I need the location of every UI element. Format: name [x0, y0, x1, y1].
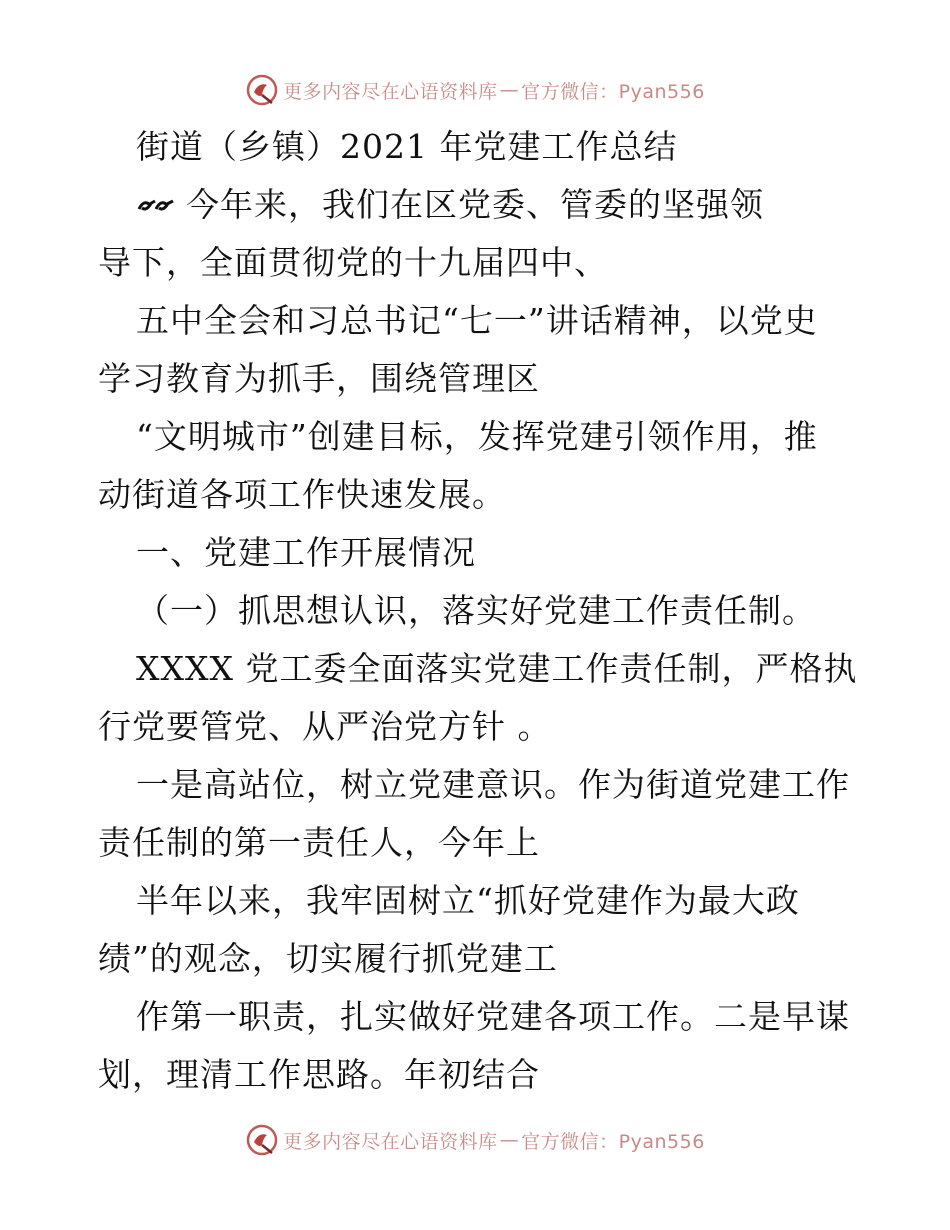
watermark-separator: —	[499, 79, 520, 101]
document-body	[98, 118, 858, 1104]
subsection-heading: （一）抓思想认识，落实好党建工作责任制。	[136, 591, 816, 630]
paragraph-line: 作第一职责，扎实做好党建各项工作。二是早谋	[136, 997, 850, 1036]
paragraph-line: “文明城市”创建目标，发挥党建引领作用，推	[136, 417, 818, 456]
watermark-text: 更多内容尽在心语资料库	[283, 80, 498, 103]
paragraph-line: 五中全会和习总书记“七一”讲话精神，以党史	[136, 301, 818, 340]
paragraph-line: XXXX 党工委全面落实党建工作责任制，严格执	[136, 649, 858, 688]
watermark-text: 更多内容尽在心语资料库	[283, 1130, 498, 1153]
decorative-swirl-icon	[136, 195, 176, 219]
paragraph-line: 导下，全面贯彻党的十九届四中、	[98, 243, 608, 282]
header-watermark	[0, 70, 950, 110]
paragraph-text: 今年来，我们在区党委、管委的坚强领	[186, 185, 764, 224]
watermark-wechat: 官方微信：Pyan556	[521, 80, 705, 103]
paragraph-line: 一是高站位，树立党建意识。作为街道党建工作	[136, 765, 850, 804]
rose-pen-icon	[245, 1123, 279, 1157]
paragraph-line: 学习教育为抓手，围绕管理区	[98, 359, 540, 398]
watermark-separator: —	[499, 1129, 520, 1151]
paragraph-line: 动街道各项工作快速发展。	[98, 475, 506, 514]
document-title: 街道（乡镇）2021 年党建工作总结	[136, 127, 678, 166]
paragraph-line	[98, 176, 858, 234]
paragraph-line: 责任制的第一责任人，今年上	[98, 823, 540, 862]
footer-watermark	[0, 1120, 950, 1160]
paragraph-line: 半年以来，我牢固树立“抓好党建作为最大政	[136, 881, 800, 920]
paragraph-line: 划，理清工作思路。年初结合	[98, 1055, 540, 1094]
section-heading: 一、党建工作开展情况	[136, 533, 476, 572]
rose-pen-icon	[245, 73, 279, 107]
paragraph-line: 绩”的观念，切实履行抓党建工	[98, 939, 558, 978]
paragraph-line: 行党要管党、从严治党方针 。	[98, 707, 552, 746]
watermark-wechat: 官方微信：Pyan556	[521, 1130, 705, 1153]
